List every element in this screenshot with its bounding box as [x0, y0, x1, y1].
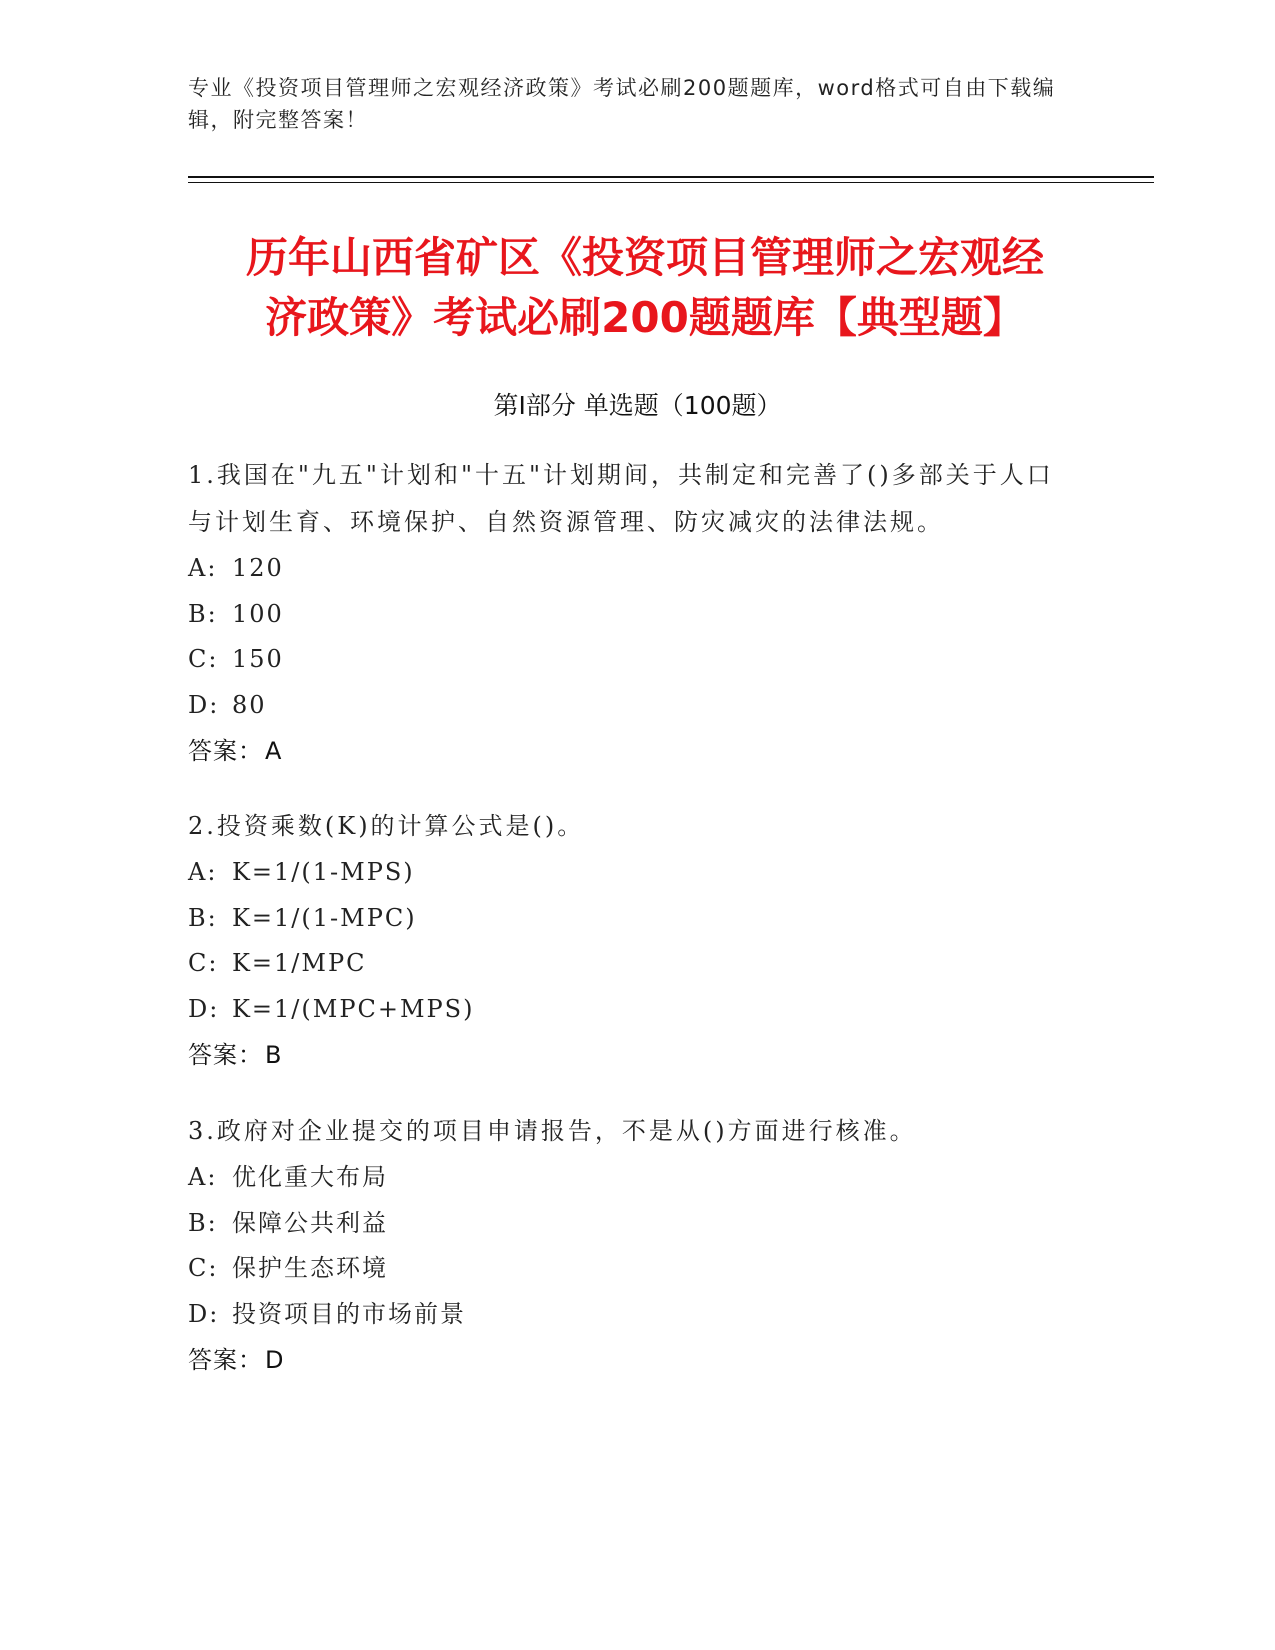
option-d — [188, 987, 1068, 1033]
option-d — [188, 683, 1068, 729]
answer-line — [188, 1032, 1068, 1078]
option-c — [188, 941, 1068, 987]
option-text: 优化重大布局 — [232, 1163, 388, 1191]
option-d — [188, 1292, 1068, 1338]
question-stem: 3.政府对企业提交的项目申请报告，不是从()方面进行核准。 — [188, 1117, 917, 1145]
option-letter: C: — [188, 949, 219, 977]
header-note: 专业《投资项目管理师之宏观经济政策》考试必刷200题题库，word格式可自由下载编辑，附完整答案！ — [188, 76, 1056, 132]
option-a — [188, 546, 1068, 592]
question-1 — [188, 452, 1068, 774]
answer-value: B — [265, 1041, 283, 1069]
option-c — [188, 1246, 1068, 1292]
option-letter: C: — [188, 645, 219, 673]
answer-value: D — [265, 1346, 285, 1374]
option-text: K=1/(MPC+MPS) — [232, 994, 475, 1023]
question-2 — [188, 803, 1068, 1078]
option-text: K=1/(1-MPS) — [232, 858, 415, 886]
header-divider-thick — [188, 176, 1154, 178]
option-c — [188, 637, 1068, 683]
question-3 — [188, 1108, 1068, 1383]
section-title: 第I部分 单选题（100题） — [493, 391, 782, 420]
option-text: K=1/(1-MPC) — [232, 903, 417, 932]
option-letter: B: — [188, 1208, 218, 1237]
option-letter: A: — [188, 858, 218, 886]
answer-line — [188, 1337, 1068, 1383]
option-letter: B: — [188, 599, 218, 628]
option-text: 保障公共利益 — [232, 1208, 388, 1237]
option-letter: D: — [188, 690, 220, 719]
answer-value: A — [265, 737, 283, 765]
option-text: 120 — [232, 554, 284, 582]
header-divider-thin — [188, 182, 1154, 183]
option-text: 150 — [232, 645, 284, 673]
option-b — [188, 1201, 1068, 1247]
option-text: 80 — [232, 690, 267, 719]
option-text: K=1/MPC — [232, 949, 367, 977]
document-title-line-1: 历年山西省矿区《投资项目管理师之宏观经 — [245, 233, 1044, 282]
option-b — [188, 592, 1068, 638]
option-letter: A: — [188, 1163, 218, 1191]
answer-line — [188, 728, 1068, 774]
option-text: 100 — [232, 599, 284, 628]
option-letter: B: — [188, 903, 218, 932]
option-a — [188, 850, 1068, 896]
option-letter: C: — [188, 1254, 219, 1282]
document-title-line-2: 济政策》考试必刷200题题库【典型题】 — [265, 293, 1025, 342]
option-a — [188, 1155, 1068, 1201]
option-text: 保护生态环境 — [232, 1254, 388, 1282]
answer-label: 答案： — [188, 1041, 263, 1069]
option-b — [188, 896, 1068, 942]
option-letter: D: — [188, 994, 220, 1023]
question-stem: 1.我国在"九五"计划和"十五"计划期间，共制定和完善了()多部关于人口与计划生育、环境保护、自然资源管理、防灾减灾的法律法规。 — [188, 461, 1054, 536]
answer-label: 答案： — [188, 737, 263, 765]
question-stem: 2.投资乘数(K)的计算公式是()。 — [188, 812, 585, 840]
option-letter: D: — [188, 1299, 220, 1328]
option-letter: A: — [188, 554, 218, 582]
option-text: 投资项目的市场前景 — [232, 1299, 466, 1328]
answer-label: 答案： — [188, 1346, 263, 1374]
document-title — [170, 228, 1120, 348]
